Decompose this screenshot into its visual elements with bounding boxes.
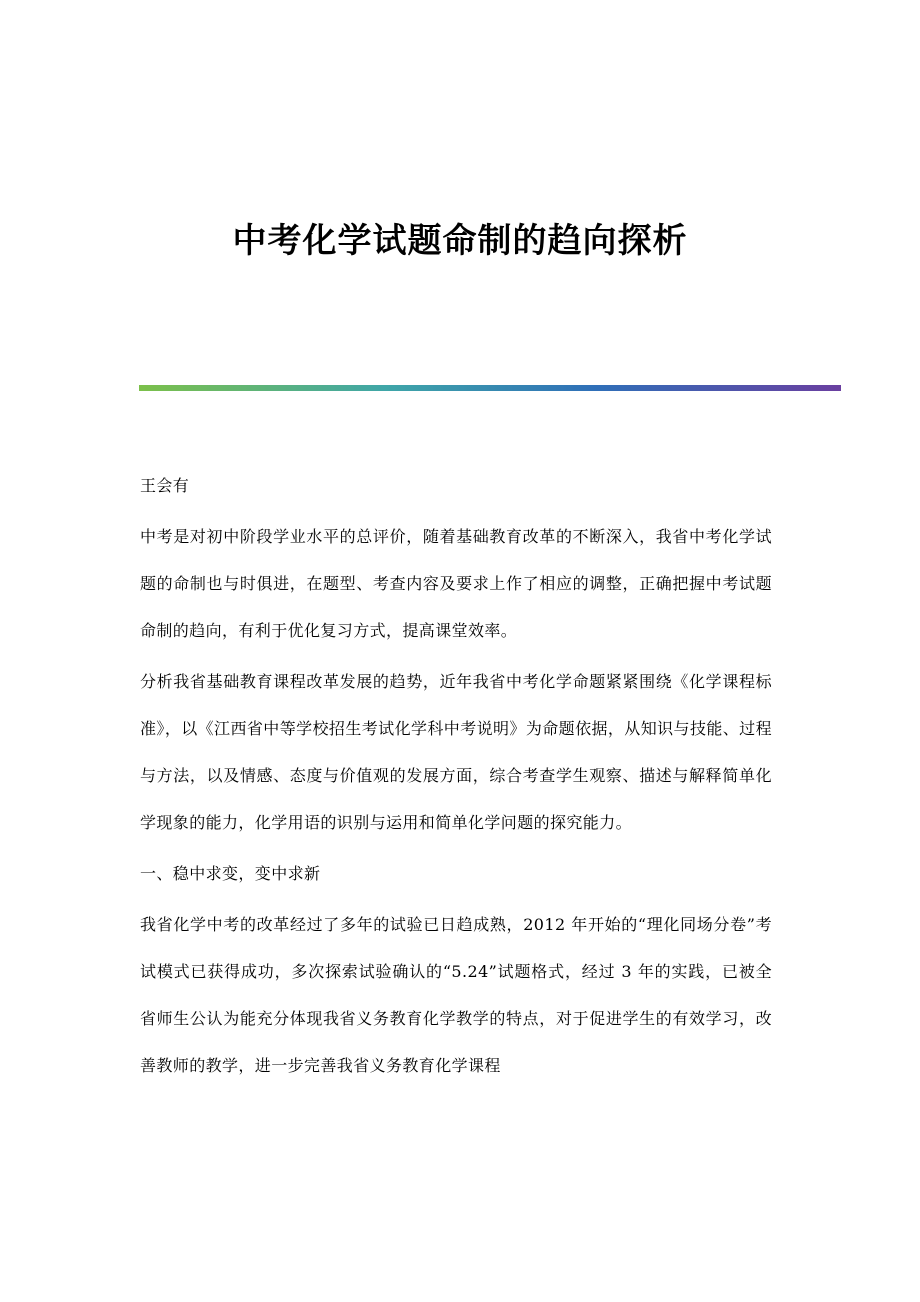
document-body <box>140 462 772 1089</box>
title-divider <box>139 385 841 391</box>
author-name: 王会有 <box>140 476 190 495</box>
paragraph-reform: 我省化学中考的改革经过了多年的试验已日趋成熟，2012 年开始的“理化同场分卷”考试模式已获得成功，多次探索试验确认的“5.24”试题格式，经过 3 年的实践，已被全省师生公认为能充分体现我省义务教育化学教学的特点，对于促进学生的有效学习，改善教师的教学，进一步完善我省义务教育化学课程 <box>140 915 772 1075</box>
paragraph-analysis: 分析我省基础教育课程改革发展的趋势，近年我省中考化学命题紧紧围绕《化学课程标准》，以《江西省中等学校招生考试化学科中考说明》为命题依据，从知识与技能、过程与方法，以及情感、态度与价值观的发展方面，综合考查学生观察、描述与解释简单化学现象的能力，化学用语的识别与运用和简单化学问题的探究能力。 <box>140 672 772 832</box>
section-heading: 一、稳中求变，变中求新 <box>140 864 321 883</box>
paragraph-intro: 中考是对初中阶段学业水平的总评价，随着基础教育改革的不断深入，我省中考化学试题的命制也与时俱进，在题型、考查内容及要求上作了相应的调整，正确把握中考试题命制的趋向，有利于优化复习方式，提高课堂效率。 <box>140 527 772 640</box>
document-title: 中考化学试题命制的趋向探析 <box>232 221 688 261</box>
